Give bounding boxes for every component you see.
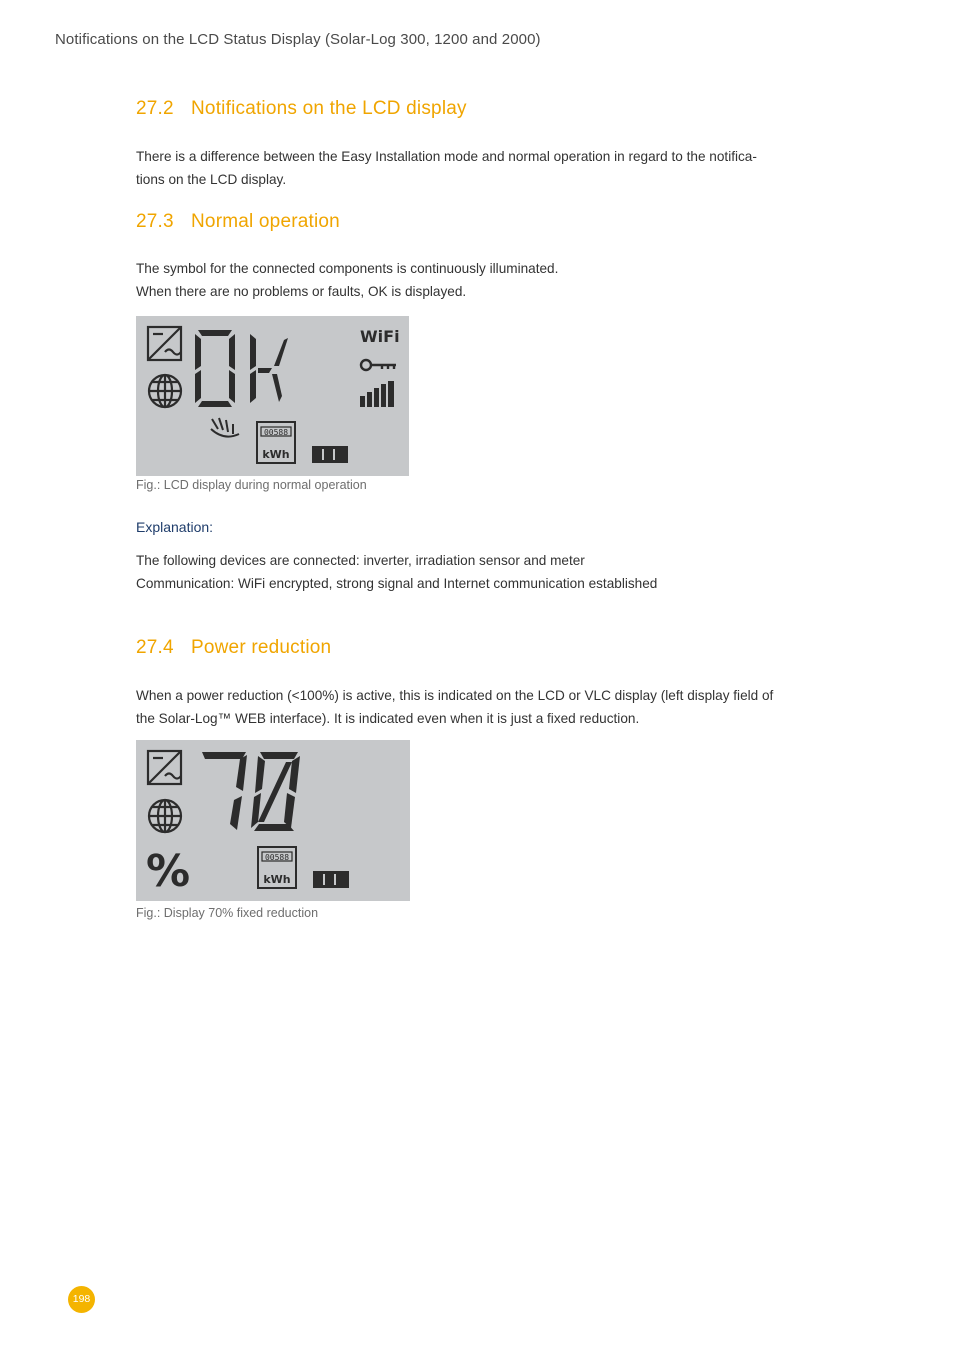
meter-label: kWh (262, 448, 290, 461)
section-paragraph (136, 258, 866, 303)
explanation-label: Explanation: (136, 519, 214, 535)
meter-icon (257, 422, 295, 463)
section-title: Power reduction (191, 637, 332, 658)
inverter-icon (148, 327, 181, 360)
section-heading-27-3 (136, 211, 340, 233)
wifi-label: WiFi (360, 327, 400, 346)
lcd-display-reduction (136, 740, 410, 901)
battery-icon (313, 871, 349, 888)
paragraph-line: There is a difference between the Easy Installation mode and normal operation in regard to the notifica- (136, 149, 757, 164)
inverter-icon (148, 751, 181, 784)
figure-caption: Fig.: Display 70% fixed reduction (136, 906, 319, 920)
page-number-badge: 198 (68, 1286, 95, 1313)
globe-icon (149, 800, 181, 832)
paragraph-line: Communication: WiFi encrypted, strong signal and Internet communication established (136, 575, 658, 591)
lcd-display-normal (136, 316, 409, 476)
paragraph-line: The symbol for the connected components is continuously illuminated. (136, 261, 559, 276)
section-title: Notifications on the LCD display (191, 98, 467, 119)
signal-bars-icon (360, 381, 394, 407)
explanation-paragraph (136, 550, 866, 595)
section-title: Normal operation (191, 211, 340, 232)
paragraph-line: The following devices are connected: inverter, irradiation sensor and meter (136, 553, 585, 568)
section-number: 27.2 (136, 98, 174, 119)
section-heading-27-4 (136, 637, 331, 659)
meter-digits: 00588 (264, 853, 290, 862)
paragraph-line: the Solar-Log™ WEB interface). It is indicated even when it is just a fixed reduction. (136, 710, 640, 726)
globe-icon (149, 375, 181, 407)
key-icon (361, 360, 396, 370)
display-text-ok (195, 330, 288, 407)
section-heading-27-2 (136, 98, 467, 120)
figure-caption: Fig.: LCD display during normal operation (136, 478, 367, 492)
section-paragraph (136, 685, 866, 730)
meter-icon (258, 847, 296, 888)
meter-digits: 00588 (263, 428, 289, 437)
running-header: Notifications on the LCD Status Display (Solar-Log 300, 1200 and 2000) (55, 31, 541, 48)
paragraph-line: tions on the LCD display. (136, 171, 287, 187)
sensor-icon (211, 418, 239, 437)
percent-symbol: % (146, 846, 191, 897)
meter-label: kWh (263, 873, 291, 886)
battery-icon (312, 446, 348, 463)
section-number: 27.3 (136, 211, 174, 232)
section-number: 27.4 (136, 637, 174, 658)
display-text-70 (202, 752, 300, 831)
paragraph-line: When there are no problems or faults, OK is displayed. (136, 283, 467, 299)
section-paragraph (136, 146, 866, 191)
paragraph-line: When a power reduction (<100%) is active, this is indicated on the LCD or VLC display (left display field of (136, 688, 774, 703)
